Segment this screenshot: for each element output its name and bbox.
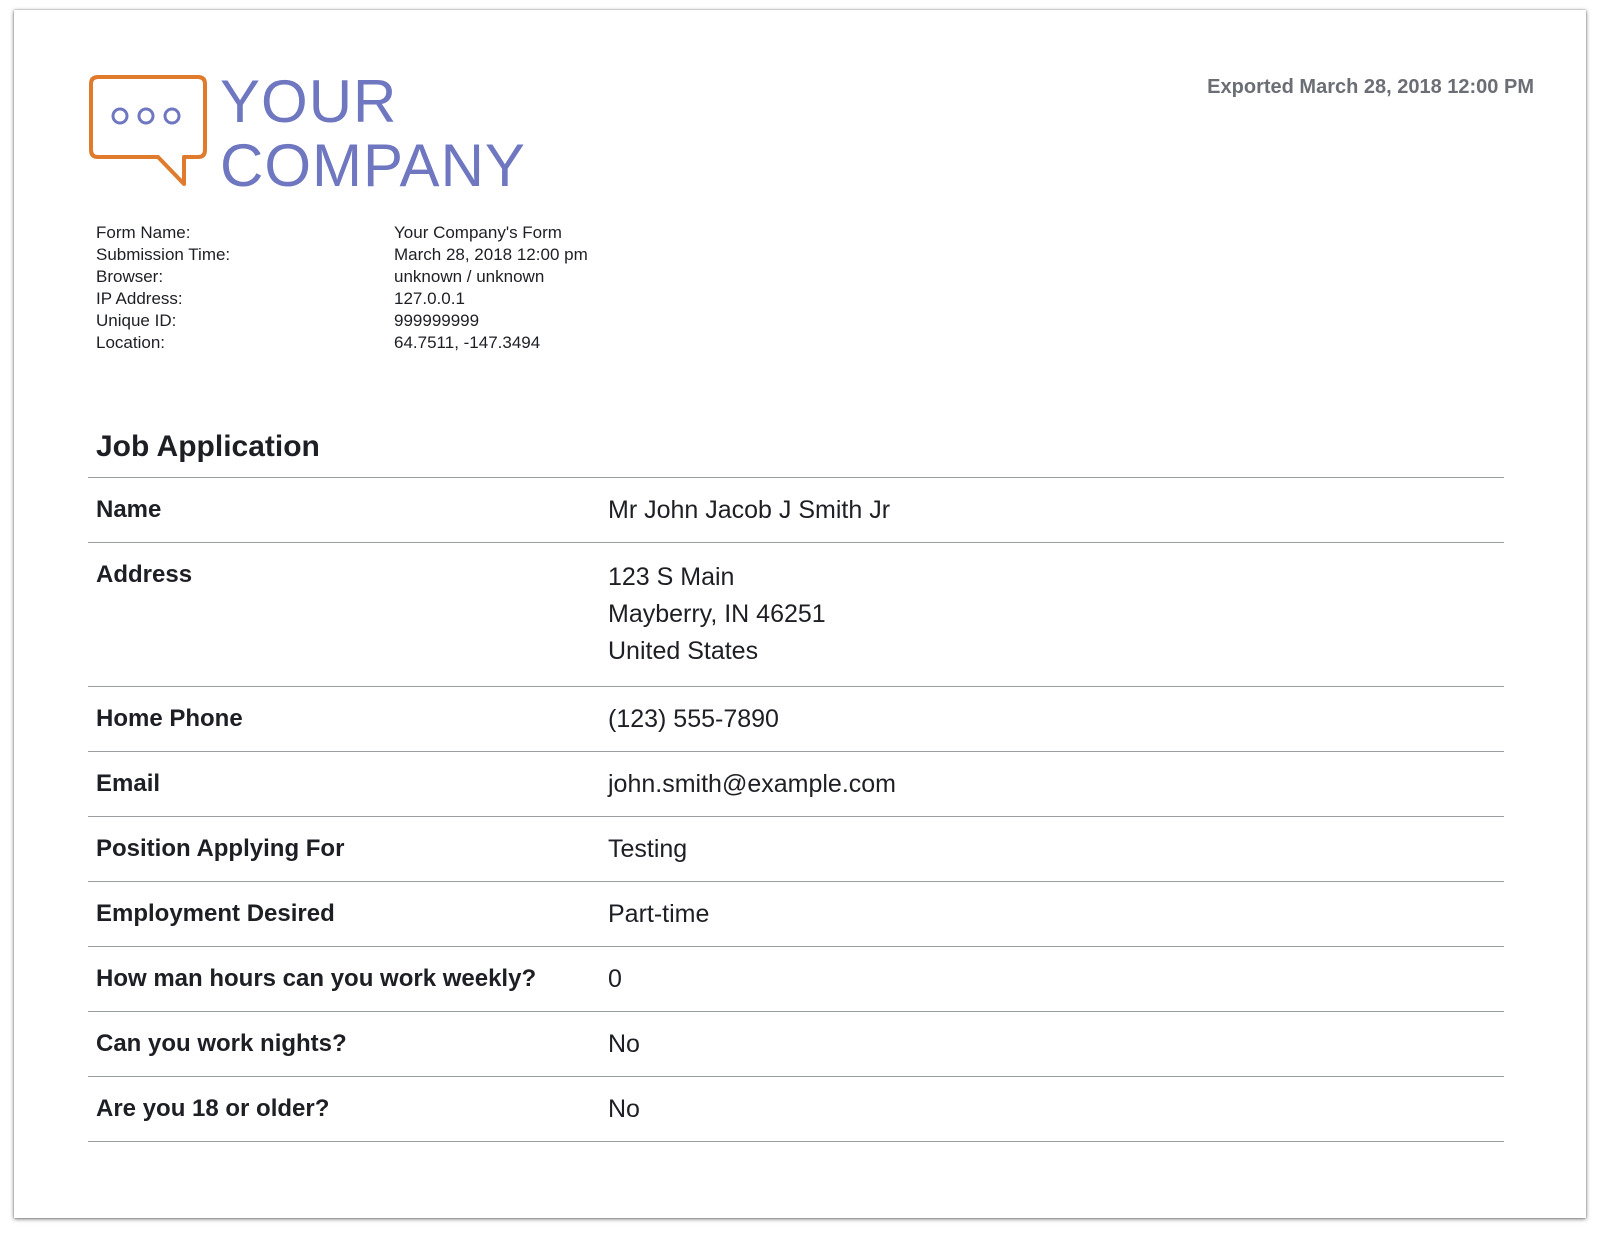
field-value: john.smith@example.com [608,770,896,798]
submission-metadata [96,222,588,354]
field-label: Email [96,770,161,797]
meta-label: Browser: [96,267,164,286]
field-label: Can you work nights? [96,1030,347,1057]
meta-row-form-name [96,222,588,244]
field-label: Are you 18 or older? [96,1095,330,1122]
document-page [14,10,1586,1218]
field-row-email [88,752,1504,817]
meta-row-submission-time [96,244,588,266]
meta-value: Your Company's Form [394,223,562,242]
section-title: Job Application [96,430,320,463]
field-value: Testing [608,835,688,863]
field-label: How man hours can you work weekly? [96,965,537,992]
field-label: Name [96,496,162,523]
field-row-name [88,478,1504,543]
application-fields-table [88,477,1504,1142]
speech-bubble-icon [88,74,208,189]
exported-timestamp: Exported March 28, 2018 12:00 PM [1207,76,1534,98]
meta-row-ip-address [96,288,588,310]
meta-label: IP Address: [96,289,183,308]
address-country: United States [608,637,759,665]
meta-label: Form Name: [96,223,191,242]
field-value [600,543,1504,686]
address-city: Mayberry, IN 46251 [608,600,826,628]
field-value: Part-time [608,900,710,928]
field-row-nights [88,1012,1504,1077]
meta-value: 64.7511, -147.3494 [394,333,541,352]
field-label: Employment Desired [96,900,335,927]
field-row-address [88,543,1504,687]
meta-label: Unique ID: [96,311,177,330]
meta-row-location [96,332,588,354]
field-value: No [608,1030,640,1058]
company-line-2: COMPANY [220,132,526,199]
field-row-home-phone [88,687,1504,752]
company-name [220,70,526,198]
field-label: Position Applying For [96,835,345,862]
field-value: Mr John Jacob J Smith Jr [608,496,891,524]
field-value: No [608,1095,640,1123]
meta-row-browser [96,266,588,288]
meta-value: 999999999 [394,311,480,330]
meta-value: 127.0.0.1 [394,289,465,308]
field-value: 0 [608,965,622,993]
meta-row-unique-id [96,310,588,332]
meta-value: unknown / unknown [394,267,545,286]
field-row-age [88,1077,1504,1142]
field-row-employment [88,882,1504,947]
company-line-1: YOUR [220,68,398,135]
address-street: 123 S Main [608,563,735,591]
field-row-position [88,817,1504,882]
meta-label: Location: [96,333,165,352]
meta-value: March 28, 2018 12:00 pm [394,245,588,264]
field-label: Address [96,561,193,588]
field-value: (123) 555-7890 [608,705,779,733]
field-label: Home Phone [96,705,243,732]
meta-label: Submission Time: [96,245,231,264]
field-row-hours [88,947,1504,1012]
